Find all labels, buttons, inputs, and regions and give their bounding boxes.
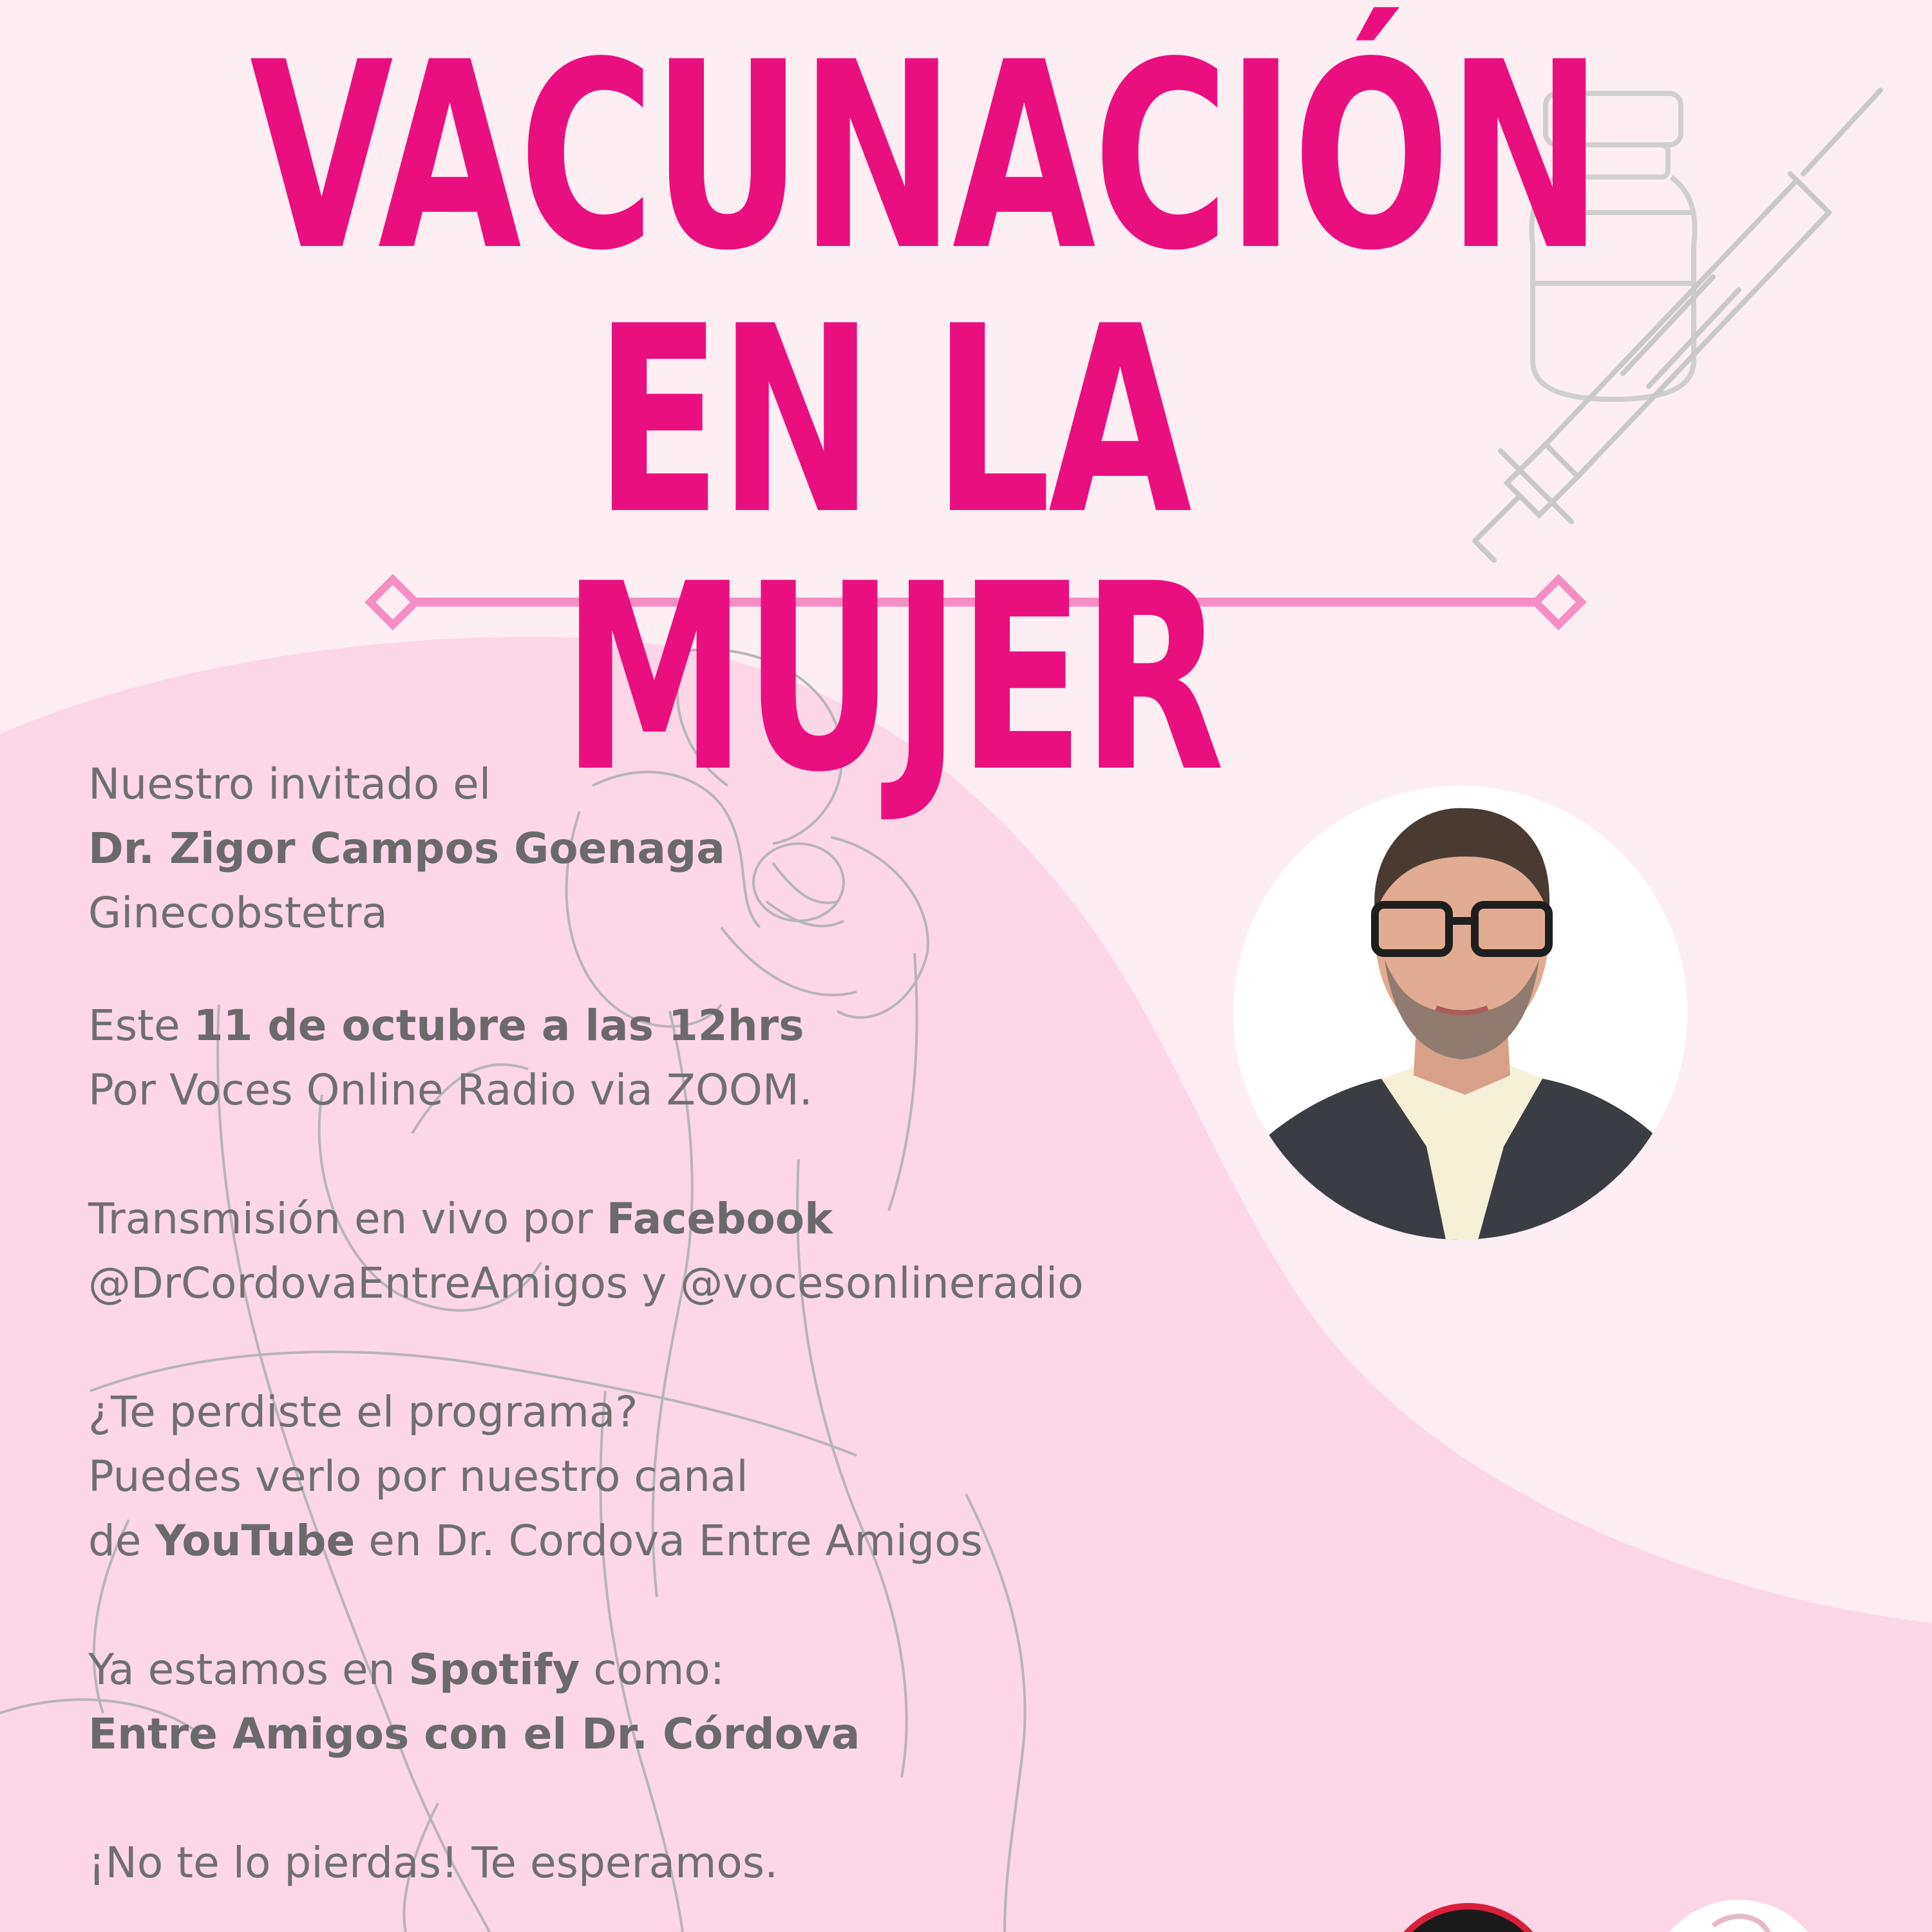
date-text: 11 de octubre a las 12hrs	[193, 1001, 804, 1050]
title-line-1: VACUNACIÓN	[249, 8, 1600, 307]
missed-suffix: en Dr. Cordova Entre Amigos	[355, 1516, 983, 1566]
missed-prefix: de	[88, 1516, 155, 1566]
missed-platform: YouTube	[155, 1516, 355, 1566]
spotify-show: Entre Amigos con el Dr. Córdova	[88, 1709, 860, 1759]
closing-text: ¡No te lo pierdas! Te esperamos.	[88, 1838, 779, 1888]
portrait-photo	[1233, 786, 1687, 1240]
title-line-2: EN LA MUJER	[562, 272, 1222, 829]
live-block	[88, 1187, 1376, 1316]
closing-block	[88, 1831, 1376, 1895]
missed-line-2: Puedes verlo por nuestro canal	[88, 1452, 748, 1501]
guest-intro: Nuestro invitado el	[88, 759, 491, 809]
date-block	[88, 994, 1376, 1122]
missed-question: ¿Te perdiste el programa?	[88, 1387, 638, 1437]
guest-name: Dr. Zigor Campos Goenaga	[88, 824, 725, 873]
spotify-platform: Spotify	[408, 1645, 580, 1694]
guest-role: Ginecobstetra	[88, 888, 388, 938]
live-platform: Facebook	[606, 1194, 833, 1244]
social-handles: @DrCordovaEntreAmigos y @vocesonlineradio	[88, 1258, 1084, 1308]
spotify-suffix: como:	[580, 1645, 725, 1694]
missed-block	[88, 1380, 1376, 1573]
via-text: Por Voces Online Radio via ZOOM.	[88, 1065, 813, 1115]
spotify-block	[88, 1638, 1376, 1766]
live-prefix: Transmisión en vivo por	[88, 1194, 607, 1244]
guest-block	[88, 752, 1376, 945]
spotify-prefix: Ya estamos en	[88, 1645, 409, 1694]
date-prefix: Este	[88, 1001, 194, 1050]
